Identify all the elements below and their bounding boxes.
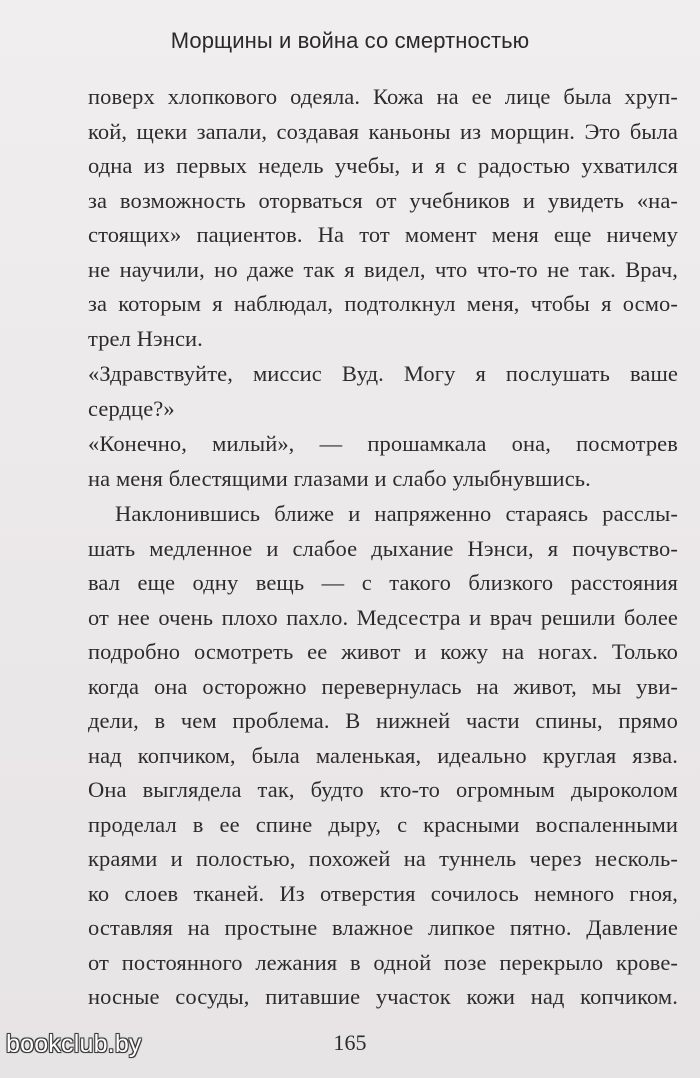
text-line: ко слоев тканей. Из отверстия сочилось немного гноя, [88,880,678,906]
text-line: от нее очень плохо пахло. Медсестра и врач решили более [88,604,678,630]
text-line: оставляя на простыне влажное липкое пятно. Давление [88,915,678,940]
text-line: краями и полостью, похожей на туннель через несколь- [88,846,678,871]
text-line: за возможность оторваться от учебников и увидеть «на- [88,187,678,213]
text-line: Она выглядела так, будто кто-то огромным дыроколом [88,777,678,802]
text-line: «Здравствуйте, миссис Вуд. Могу я послушать ваше [88,361,678,386]
paragraph [88,497,678,1015]
text-line: дели, в чем проблема. В нижней части спины, прямо [88,708,678,733]
text-line: от постоянного лежания в одной позе перекрыло крове- [88,949,678,975]
watermark-logo: bookclub.by [6,1030,142,1058]
text-line: поверх хлопкового одеяла. Кожа на ее лице была хруп- [88,84,678,109]
paragraph [88,427,678,496]
text-line: вал еще одну вещь — с такого близкого расстояния [88,570,678,595]
text-line: кой, щеки запали, создавая каньоны из морщин. Это была [88,118,678,144]
text-line: не научили, но даже так я видел, что что-то не так. Врач, [88,256,678,282]
text-line: шать медленное и слабое дыхание Нэнси, я почувство- [88,535,678,561]
text-line: трел Нэнси. [88,325,203,351]
text-line: над копчиком, была маленькая, идеально круглая язва. [88,742,678,768]
text-line: сердце?» [88,395,175,421]
text-line: когда она осторожно перевернулась на живот, мы уви- [88,673,678,699]
text-line: за которым я наблюдал, подтолкнул меня, чтобы я осмо- [88,291,678,316]
text-line: одна из первых недель учебы, и я с радостью ухватился [88,153,678,178]
running-header: Морщины и война со смертностью [170,28,530,53]
text-line: подробно осмотреть ее живот и кожу на ногах. Только [88,639,678,664]
text-line: «Конечно, милый», — прошамкала она, посмотрев [88,431,678,456]
text-line: Наклонившись ближе и напряженно стараясь расслы- [115,501,678,526]
text-line: носные сосуды, питавшие участок кожи над копчиком. [88,984,678,1009]
text-line: проделал в ее спине дыру, с красными воспаленными [88,811,678,837]
paragraph [88,80,678,356]
text-line: стоящих» пациентов. На тот момент меня еще ничему [88,222,678,247]
page-number: 165 [333,1030,367,1055]
body-text [88,80,678,1015]
text-line: на меня блестящими глазами и слабо улыбнувшись. [88,465,591,491]
paragraph [88,357,678,426]
